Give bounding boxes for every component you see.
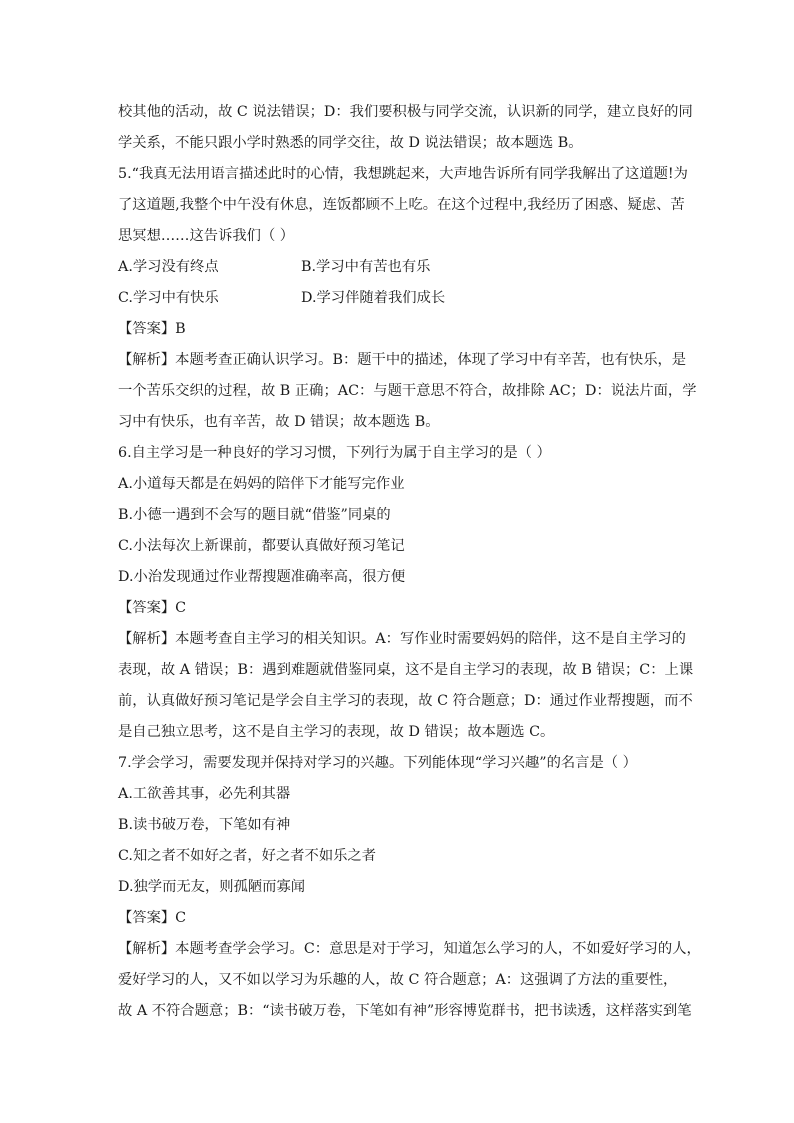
q6-analysis-line-2: 表现，故 A 错误；B：遇到难题就借鉴同桌，这不是自主学习的表现，故 B 错误；C：上课 [118,662,694,678]
q5-option-c: C.学习中有快乐 [118,290,219,306]
q5-option-a: A.学习没有终点 [118,259,219,275]
q5-option-d: D.学习伴随着我们成长 [301,290,446,306]
q7-option-d: D.独学而无友，则孤陋而寡闻 [118,879,306,895]
carryover-line-2: 学关系，不能只跟小学时熟悉的同学交往，故 D 说法错误；故本题选 B。 [118,135,583,151]
q6-analysis-line-3: 前，认真做好预习笔记是学会自主学习的表现，故 C 符合题意；D：通过作业帮搜题，而不 [118,693,693,709]
q7-answer: 【答案】C [118,910,187,926]
q6-option-a: A.小道每天都是在妈妈的陪伴下才能写完作业 [118,476,405,492]
q5-option-row-2 [118,288,446,308]
q5-option-row-1 [118,257,431,277]
q6-analysis-line-1: 【解析】本题考查自主学习的相关知识。A：写作业时需要妈妈的陪伴，这不是自主学习的 [118,631,686,647]
q6-option-c: C.小法每次上新课前，都要认真做好预习笔记 [118,538,405,554]
q5-stem-line-1: 5.“我真无法用语言描述此时的心情，我想跳起来，大声地告诉所有同学我解出了这道题!为 [118,166,688,182]
q5-analysis-line-1: 【解析】本题考查正确认识学习。B：题干中的描述，体现了学习中有辛苦，也有快乐，是 [118,352,687,368]
q5-answer: 【答案】B [118,321,186,337]
q7-analysis-line-1: 【解析】本题考查学会学习。C：意思是对于学习，知道怎么学习的人，不如爱好学习的人， [118,941,701,957]
q5-option-b: B.学习中有苦也有乐 [301,259,431,275]
q7-option-b: B.读书破万卷，下笔如有神 [118,817,291,833]
q7-option-a: A.工欲善其事，必先利其器 [118,786,291,802]
q7-stem: 7.学会学习，需要发现并保持对学习的兴趣。下列能体现“学习兴趣”的名言是（ ） [118,755,637,771]
q5-analysis-line-2: 一个苦乐交织的过程，故 B 正确；AC：与题干意思不符合，故排除 AC；D：说法片面，学 [118,383,697,399]
carryover-line-1: 校其他的活动，故 C 说法错误；D：我们要积极与同学交流，认识新的同学，建立良好的同 [118,104,693,120]
q6-stem: 6.自主学习是一种良好的学习习惯，下列行为属于自主学习的是（ ） [118,445,551,461]
q6-analysis-line-4: 是自己独立思考，这不是自主学习的表现，故 D 错误；故本题选 C。 [118,724,555,740]
q7-option-c: C.知之者不如好之者，好之者不如乐之者 [118,848,377,864]
q5-stem-line-2: 了这道题,我整个中午没有休息，连饭都顾不上吃。在这个过程中,我经历了困惑、疑虑、苦 [118,197,685,213]
q6-option-b: B.小德一遇到不会写的题目就“借鉴”同桌的 [118,507,391,523]
q7-analysis-line-2: 爱好学习的人，又不如以学习为乐趣的人，故 C 符合题意；A：这强调了方法的重要性， [118,972,678,988]
q7-analysis-line-3: 故 A 不符合题意；B：“读书破万卷，下笔如有神”形容博览群书，把书读透，这样落实到笔 [118,1003,692,1019]
q5-analysis-line-3: 习中有快乐，也有辛苦，故 D 错误；故本题选 B。 [118,414,440,430]
q6-option-d: D.小治发现通过作业帮搜题准确率高，很方便 [118,569,406,585]
q6-answer: 【答案】C [118,600,187,616]
q5-stem-line-3: 思冥想……这告诉我们（ ） [118,228,295,244]
